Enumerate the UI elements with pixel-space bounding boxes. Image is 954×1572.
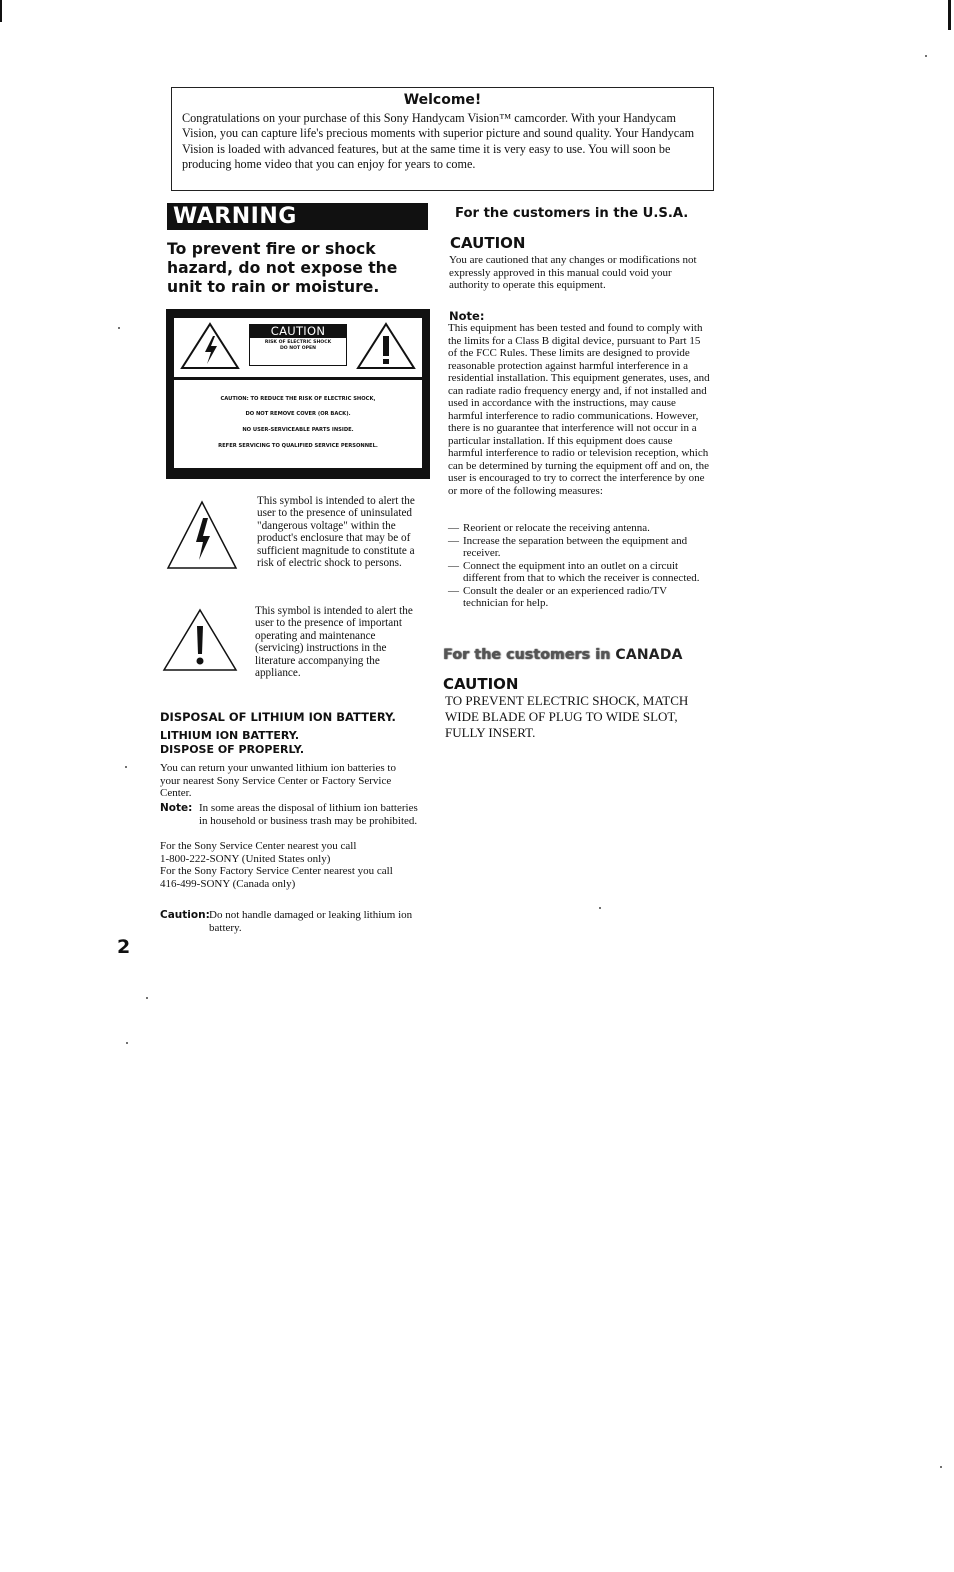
scan-speck: [118, 327, 120, 329]
measure-item: — Consult the dealer or an experienced radio/TV technician for help.: [448, 585, 710, 610]
welcome-title: Welcome!: [403, 92, 482, 108]
usa-note-heading: Note:: [449, 309, 485, 323]
canada-heading: [443, 647, 683, 663]
scan-mark-left: [0, 0, 2, 22]
usa-heading: For the customers in the U.S.A.: [455, 206, 689, 221]
warning-banner: WARNING: [167, 203, 428, 230]
contact-canada-text: For the Sony Factory Service Center nearest you call: [160, 865, 393, 877]
usa-caution-text: You are cautioned that any changes or modifications not expressly approved in this manual could void your authority to operate this equipment.: [449, 254, 697, 291]
page-number: 2: [117, 936, 131, 958]
lightning-warning-icon: [166, 500, 238, 570]
measure-item: — Reorient or relocate the receiving antenna.: [448, 522, 710, 535]
label-do-not-open: DO NOT OPEN: [279, 346, 317, 351]
disposal-contacts: [160, 840, 420, 890]
contact-canada-number: 416-499-SONY (Canada only): [160, 877, 296, 890]
scan-speck: [925, 55, 927, 57]
disposal-body: You can return your unwanted lithium ion batteries to your nearest Sony Service Center or Factory Service Center.: [160, 762, 396, 799]
label-risk-line: RISK OF ELECTRIC SHOCK: [264, 340, 332, 345]
disposal-caution-label: Caution:: [160, 909, 210, 921]
disposal-caution: [160, 909, 422, 934]
canada-heading-suffix: CANADA: [615, 647, 683, 663]
scan-speck: [146, 997, 148, 999]
disposal-subheading: [160, 729, 304, 756]
label-line-2: DO NOT REMOVE COVER (OR BACK).: [245, 411, 351, 417]
scan-speck: [125, 766, 127, 768]
label-caution-title: CAUTION: [249, 324, 347, 338]
label-risk-frame: [249, 338, 347, 366]
label-line-3: NO USER-SERVICEABLE PARTS INSIDE.: [242, 427, 354, 433]
exclamation-warning-icon: [162, 608, 238, 672]
measure-item: — Increase the separation between the equipment and receiver.: [448, 535, 710, 560]
usa-caution-heading: CAUTION: [450, 234, 526, 252]
label-lightning-warning-icon: [180, 322, 240, 370]
label-line-1: CAUTION: TO REDUCE THE RISK OF ELECTRIC SHOCK,: [220, 396, 376, 402]
contact-us-number: 1-800-222-SONY (United States only): [160, 852, 331, 865]
exclamation-symbol-text: This symbol is intended to alert the user to the presence of important operating and maintenance (servicing) instructions in the literature accompanying the appliance.: [255, 605, 413, 680]
disposal-caution-text: Do not handle damaged or leaking lithium ion battery.: [209, 909, 413, 934]
canada-heading-prefix: For the customers in: [443, 647, 616, 663]
disposal-sub-2: DISPOSE OF PROPERLY.: [160, 742, 305, 756]
label-line-4: REFER SERVICING TO QUALIFIED SERVICE PERSONNEL.: [218, 443, 378, 449]
label-exclamation-warning-icon: [356, 322, 416, 370]
canada-caution-heading: CAUTION: [443, 675, 519, 693]
usa-note-text: This equipment has been tested and found to comply with the limits for a Class B digital device, pursuant to Part 15 of the FCC Rules. These limits are designed to provide reasonable protection against harmful interference in a residential installation. This equipment generates, uses, and can radiate radio frequency energy and, if not installed and used in accordance with the instructions, may cause harmful interference to radio communications. However, there is no guarantee that interference will not occur in a particular installation. If this equipment does cause harmful interference to radio or television reception, which can be determined by turning the equipment off and on, the user is encouraged to try to correct the interference by one or more of the following measures:: [448, 322, 710, 497]
disposal-sub-1: LITHIUM ION BATTERY.: [160, 729, 300, 742]
lightning-symbol-text: This symbol is intended to alert the user to the presence of uninsulated "dangerous voltage" within the product's enclosure that may be of sufficient magnitude to constitute a risk of electric shock to persons.: [257, 495, 415, 570]
scan-speck: [599, 907, 601, 909]
caution-label-divider: [174, 377, 422, 380]
measure-item: — Connect the equipment into an outlet on a circuit different from that to which the receiver is connected.: [448, 560, 710, 585]
disposal-note-label: Note:: [160, 802, 193, 814]
disposal-note: [160, 802, 420, 827]
hazard-statement: To prevent fire or shock hazard, do not expose the unit to rain or moisture.: [167, 240, 398, 296]
canada-caution-text: TO PREVENT ELECTRIC SHOCK, MATCH WIDE BLADE OF PLUG TO WIDE SLOT, FULLY INSERT.: [445, 693, 689, 740]
welcome-box: [171, 87, 714, 191]
welcome-body: Congratulations on your purchase of this Sony Handycam Vision™ camcorder. With your Handycam Vision, you can capture life's precious moments with superior picture and sound quality. Your Handycam Vision is loaded with advanced features, but at the same time it is very easy to use. You will soon be producing home video that you can enjoy for years to come.: [182, 111, 695, 171]
scan-speck: [126, 1042, 128, 1044]
contact-us-text: For the Sony Service Center nearest you call: [160, 840, 357, 852]
disposal-heading: DISPOSAL OF LITHIUM ION BATTERY.: [160, 710, 396, 724]
usa-measures-list: [448, 522, 710, 610]
disposal-note-text: In some areas the disposal of lithium ion batteries in household or business trash may be prohibited.: [199, 802, 418, 827]
scan-speck: [940, 1466, 942, 1468]
scan-mark-right: [948, 0, 951, 30]
